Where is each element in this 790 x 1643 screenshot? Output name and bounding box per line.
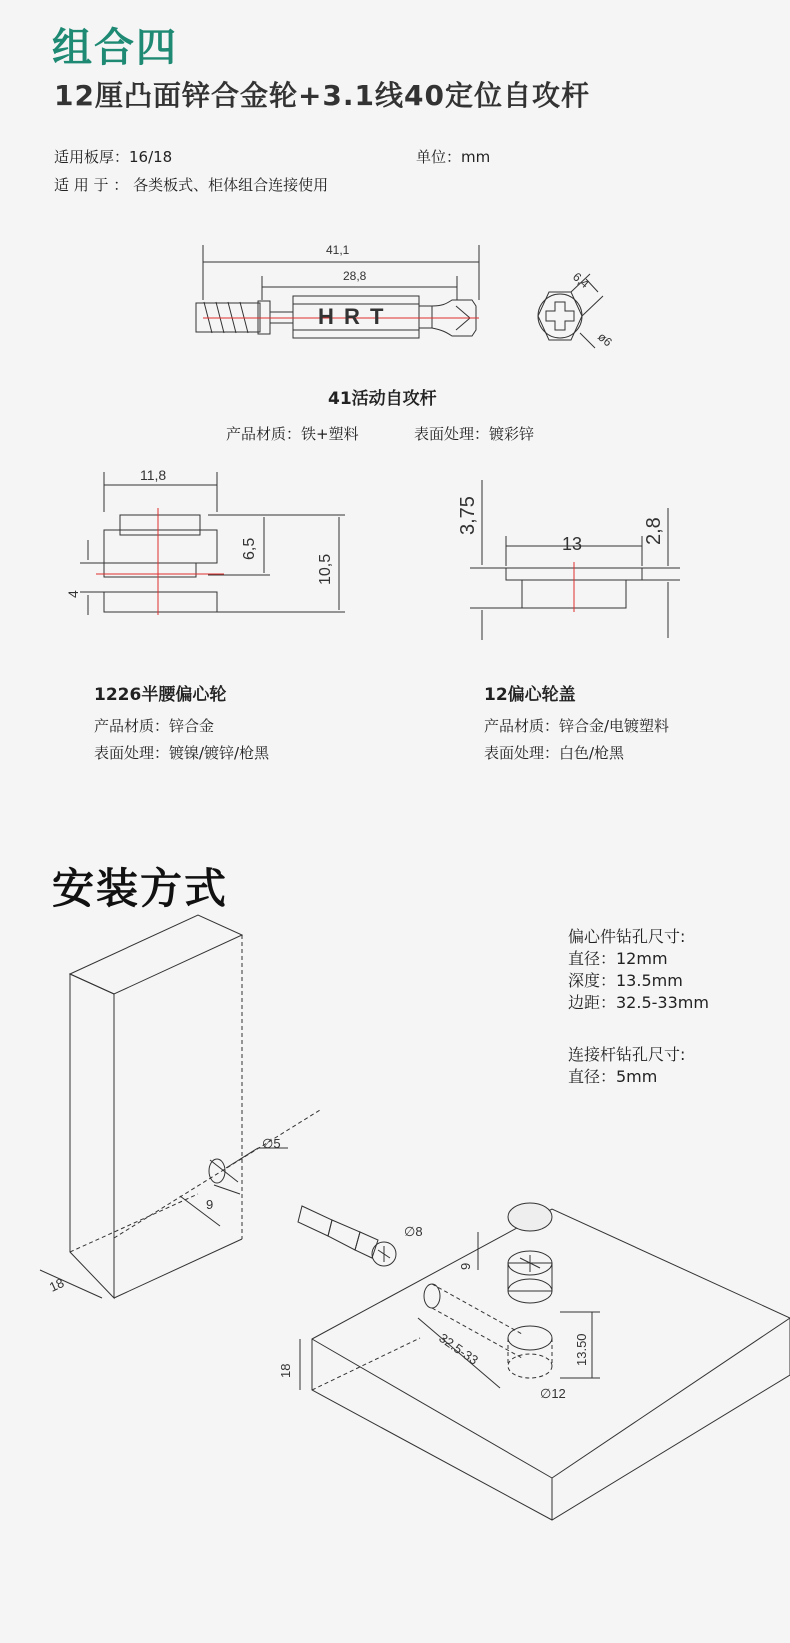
dim-screw-hex: 6,4 [570,269,592,292]
cam-material: 产品材质：锌合金 [94,717,215,735]
screw-name: 41活动自攻杆 [328,389,437,409]
dim-screw-inner: 28,8 [343,269,367,283]
cam-hole-edge: 边距：32.5-33mm [568,993,709,1012]
screw-finish: 表面处理：镀彩锌 [414,425,535,443]
product-subtitle: 12厘凸面锌合金轮+3.1线40定位自攻杆 [54,79,590,112]
page-title: 组合四 [52,25,178,71]
label-hole-d8: ∅8 [404,1224,423,1239]
brand-letter-t: T [370,304,384,329]
cap-material: 产品材质：锌合金/电镀塑料 [484,717,670,735]
rod-hole-heading: 连接杆钻孔尺寸: [568,1045,686,1064]
label-board-right: 18 [278,1363,293,1378]
dim-screw-dia: ø6 [595,329,615,350]
spec-thickness: 适用板厚：16/18 [54,148,173,166]
dim-screw-overall: 41,1 [326,243,350,257]
label-depth-9b: 9 [458,1262,473,1270]
dim-cap-dia: 13 [562,534,583,554]
dim-cam-h2: 10,5 [317,553,334,585]
cap-finish: 表面处理：白色/枪黑 [484,744,625,762]
screw-material: 产品材质：铁+塑料 [226,425,359,443]
label-board-left: 18 [46,1275,67,1295]
dim-cap-height: 2,8 [643,517,665,545]
install-title: 安装方式 [52,864,229,913]
cam-hole-diameter: 直径：12mm [568,949,668,968]
spec-unit: 单位：mm [416,148,491,166]
cam-name: 1226半腰偏心轮 [94,685,227,705]
cam-hole-heading: 偏心件钻孔尺寸: [568,927,686,946]
dim-cap-top: 3,75 [457,496,479,535]
dim-cam-width: 11,8 [140,467,167,483]
spec-usage: 适 用 于 ： 各类板式、柜体组合连接使用 [54,176,329,194]
label-cam-dia: ∅12 [540,1386,566,1401]
dim-cam-h1: 6,5 [241,537,258,560]
label-depth-9a: 9 [206,1197,214,1212]
label-cam-depth: 13.50 [574,1333,589,1366]
brand-letter-r: R [344,304,360,329]
brand-letter-h: H [318,304,334,329]
label-hole-d5: ∅5 [262,1136,281,1151]
cam-hole-depth: 深度：13.5mm [568,971,683,990]
cap-name: 12偏心轮盖 [484,685,576,705]
label-edge: 32.5-33 [436,1330,482,1368]
rod-hole-diameter: 直径：5mm [568,1067,658,1086]
dim-cam-slot: 4 [65,590,81,598]
cam-finish: 表面处理：镀镍/镀锌/枪黑 [94,744,270,762]
